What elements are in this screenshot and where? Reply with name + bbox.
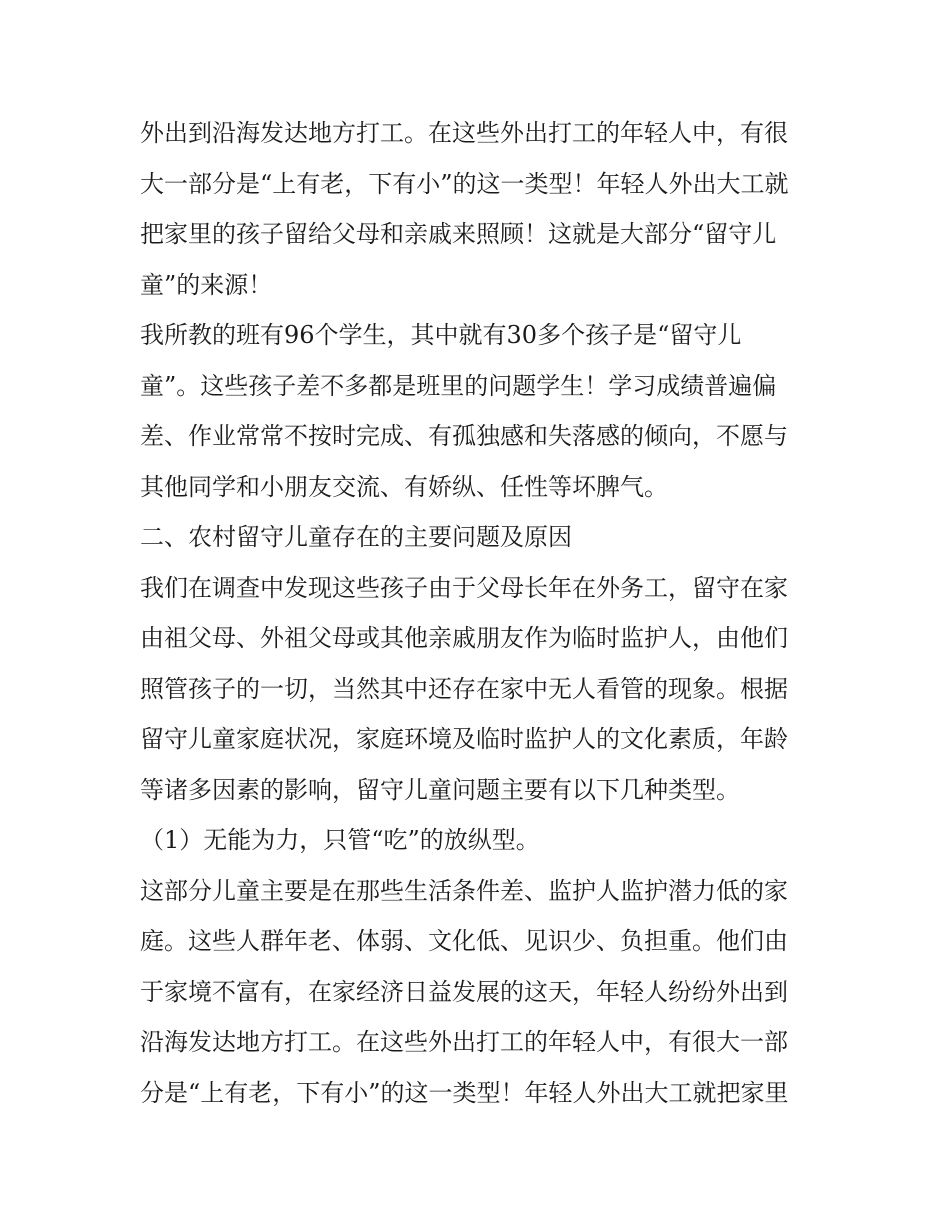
text-line: 其他同学和小朋友交流、有娇纵、任性等坏脾气。 xyxy=(140,472,668,501)
text-line: 分是“上有老，下有小”的这一类型！年轻人外出大工就把家里 xyxy=(140,1078,789,1107)
text-line: 由祖父母、外祖父母或其他亲戚朋友作为临时监护人，由他们 xyxy=(140,624,788,652)
text-line: 我所教的班有96个学生，其中就有30多个孩子是“留守儿 xyxy=(140,321,742,349)
text-line: 照管孩子的一切，当然其中还存在家中无人看管的现象。根据 xyxy=(140,674,788,703)
subsection-heading: （1）无能为力，只管“吃”的放纵型。 xyxy=(140,826,540,854)
text-line: 庭。这些人群年老、体弱、文化低、见识少、负担重。他们由 xyxy=(140,927,788,955)
text-line: 留守儿童家庭状况，家庭环境及临时监护人的文化素质，年龄 xyxy=(140,725,788,753)
text-line: 于家境不富有，在家经济日益发展的这天，年轻人纷纷外出到 xyxy=(140,977,788,1006)
text-line: 差、作业常常不按时完成、有孤独感和失落感的倾向，不愿与 xyxy=(140,422,788,450)
text-line: 把家里的孩子留给父母和亲戚来照顾！这就是大部分“留守儿 xyxy=(140,220,777,248)
text-line: 童”的来源！ xyxy=(140,270,273,299)
body-text xyxy=(140,108,830,1118)
text-line: 外出到沿海发达地方打工。在这些外出打工的年轻人中，有很 xyxy=(140,119,788,147)
text-line: 大一部分是“上有老，下有小”的这一类型！年轻人外出大工就 xyxy=(140,169,789,198)
text-line: 童”。这些孩子差不多都是班里的问题学生！学习成绩普遍偏 xyxy=(140,371,777,400)
text-line: 沿海发达地方打工。在这些外出打工的年轻人中，有很大一部 xyxy=(140,1028,788,1056)
text-line: 这部分儿童主要是在那些生活条件差、监护人监护潜力低的家 xyxy=(140,876,788,905)
section-heading: 二、农村留守儿童存在的主要问题及原因 xyxy=(140,523,572,551)
text-line: 我们在调查中发现这些孩子由于父母长年在外务工，留守在家 xyxy=(140,573,788,602)
text-line: 等诸多因素的影响，留守儿童问题主要有以下几种类型。 xyxy=(140,775,740,804)
